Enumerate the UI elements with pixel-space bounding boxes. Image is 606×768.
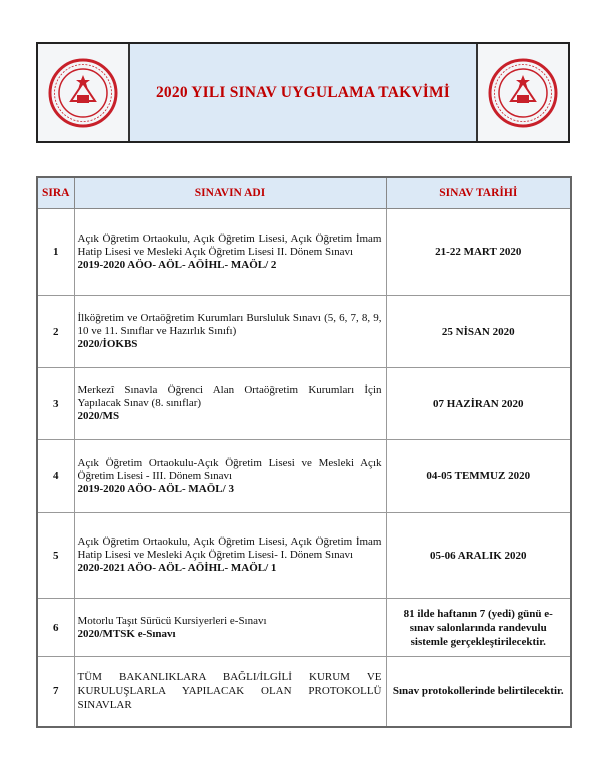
exam-code: 2020/İOKBS xyxy=(77,338,138,350)
exam-code: 2020/MTSK e-Sınavı xyxy=(77,627,176,640)
exam-date: 81 ilde haftanın 7 (yedi) günü e-sınav salonlarında randevulu sistemle gerçekleştirilecektir. xyxy=(386,599,571,657)
table-header-row xyxy=(37,177,571,209)
exam-date: Sınav protokollerinde belirtilecektir. xyxy=(386,657,571,727)
exam-code: 2019-2020 AÖO- AÖL- AÖİHL- MAÖL/ 2 xyxy=(77,258,277,271)
exam-date: 25 NİSAN 2020 xyxy=(386,296,571,368)
exam-name-cell xyxy=(74,368,386,440)
row-number: 4 xyxy=(37,440,74,513)
table-row xyxy=(37,657,571,727)
exam-name: Merkezî Sınavla Öğrenci Alan Ortaöğretim Kurumları İçin Yapılacak Sınav (8. sınıflar) xyxy=(77,384,382,409)
exam-date: 21-22 MART 2020 xyxy=(386,209,571,296)
column-header-exam-name: SINAVIN ADI xyxy=(74,177,386,209)
table-row xyxy=(37,599,571,657)
meb-logo-icon xyxy=(47,57,119,129)
column-header-exam-date: SINAV TARİHİ xyxy=(386,177,571,209)
exam-name: İlköğretim ve Ortaöğretim Kurumları Bursluluk Sınavı (5, 6, 7, 8, 9, 10 ve 11. Sınıflar ve Hazırlık Sınıfı) xyxy=(77,312,382,337)
column-header-sira: SIRA xyxy=(37,177,74,209)
exam-name: Açık Öğretim Ortaokulu, Açık Öğretim Lisesi, Açık Öğretim İmam Hatip Lisesi ve Mesleki Açık Öğretim Lisesi II. Dönem Sınavı xyxy=(77,232,382,258)
row-number: 6 xyxy=(37,599,74,657)
table-row xyxy=(37,368,571,440)
exam-date: 05-06 ARALIK 2020 xyxy=(386,513,571,599)
exam-name-cell xyxy=(74,440,386,513)
exam-name: Açık Öğretim Ortaokulu-Açık Öğretim Lisesi ve Mesleki Açık Öğretim Lisesi - III. Dönem Sınavı xyxy=(77,456,382,482)
table-row xyxy=(37,209,571,296)
exam-name-cell xyxy=(74,209,386,296)
meb-logo-icon xyxy=(487,57,559,129)
exam-name: TÜM BAKANLIKLARA BAĞLI/İLGİLİ KURUM VE KURULUŞLARLA YAPILACAK OLAN PROTOKOLLÜ SINAVLAR xyxy=(77,671,382,712)
exam-name-cell xyxy=(74,296,386,368)
right-logo-cell xyxy=(476,44,568,141)
exam-name-cell xyxy=(74,513,386,599)
row-number: 1 xyxy=(37,209,74,296)
exam-name-cell xyxy=(74,599,386,657)
table-row xyxy=(37,296,571,368)
row-number: 5 xyxy=(37,513,74,599)
row-number: 7 xyxy=(37,657,74,727)
exam-schedule-table xyxy=(36,176,572,728)
exam-name: Açık Öğretim Ortaokulu, Açık Öğretim Lisesi, Açık Öğretim İmam Hatip Lisesi ve Mesleki Açık Öğretim Lisesi- I. Dönem Sınavı xyxy=(77,536,382,561)
exam-name-cell xyxy=(74,657,386,727)
exam-name: Motorlu Taşıt Sürücü Kursiyerleri e-Sınavı xyxy=(77,614,267,627)
table-row xyxy=(37,513,571,599)
title-cell xyxy=(130,44,476,141)
exam-code: 2019-2020 AÖO- AÖL- MAÖL/ 3 xyxy=(77,482,234,495)
left-logo-cell xyxy=(38,44,130,141)
exam-code: 2020-2021 AÖO- AÖL- AÖİHL- MAÖL/ 1 xyxy=(77,562,277,574)
table-row xyxy=(37,440,571,513)
document-title: 2020 YILI SINAV UYGULAMA TAKVİMİ xyxy=(155,83,451,101)
exam-date: 04-05 TEMMUZ 2020 xyxy=(386,440,571,513)
row-number: 2 xyxy=(37,296,74,368)
exam-code: 2020/MS xyxy=(77,410,120,422)
document-header xyxy=(36,42,570,143)
row-number: 3 xyxy=(37,368,74,440)
exam-date: 07 HAZİRAN 2020 xyxy=(386,368,571,440)
